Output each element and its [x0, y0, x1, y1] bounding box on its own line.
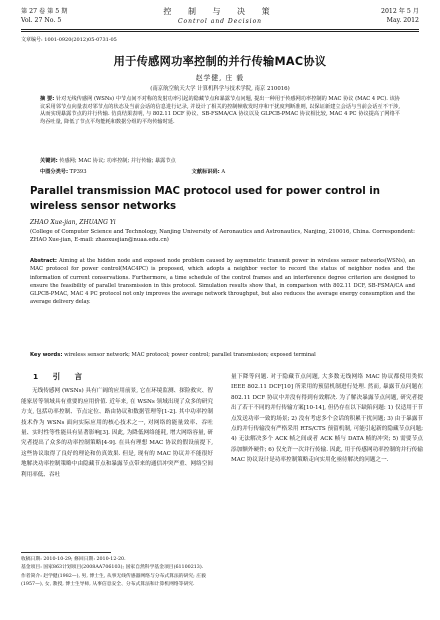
- doc-code-label: 文献标识码:: [191, 169, 220, 175]
- abstract-cn-label: 摘 要:: [40, 96, 55, 102]
- keywords-cn: [40, 158, 400, 166]
- journal-name-cn: 控 制 与 决 策: [163, 7, 277, 16]
- footnote-received: 收稿日期: 2010-10-29; 修回日期: 2010-12-20.: [21, 557, 126, 562]
- keywords-en: [30, 351, 415, 359]
- footnotes: [21, 556, 213, 590]
- abstract-cn: [40, 96, 400, 126]
- journal-name: [0, 6, 440, 25]
- title-en: Parallel transmission MAC protocol used for power control in wireless sensor networks: [30, 186, 381, 212]
- issue-date-en: May. 2012: [386, 16, 419, 24]
- header-rule: [21, 29, 419, 30]
- classification-row: [40, 168, 400, 175]
- body-right-column: [231, 372, 423, 466]
- abstract-en-label: Abstract:: [30, 258, 57, 264]
- header-rule-thin: [21, 31, 419, 32]
- issue-date-cn: 2012 年 5 月: [381, 8, 419, 15]
- journal-name-en: Control and Decision: [177, 18, 263, 25]
- clc-value: TP393: [69, 169, 87, 175]
- body-left-column: [21, 372, 213, 480]
- authors-en: ZHAO Xue-jian, ZHUANG Yi: [30, 219, 116, 226]
- affiliation-cn: (南京航空航天大学 计算机科学与技术学院, 南京 210016): [150, 86, 290, 92]
- abstract-cn-text: 针对无线传感网 (WSNs) 中节点间不对称的发射功率引起的隐藏节点和暴露节点问题, 提出一种用于传感网功率控制的 MAC 协议 (MAC 4 PC). 该协议采用邻节点向量表对邻节点的状态及当前会话的信息进行记录, 并设计了相关的控制帧收发时序和干扰度判断准则, 以保证新建立会话与当前会话互不干涉, 从而实现暴露节点的并行传输. 仿真结果表明, 与 802.11 DCF 协议、SB-FSMA/CA 协议以及 GLPCB-PMAC 协议相比较, MAC 4 PC 协议提高了网络平均吞吐量, 降低了节点平均能耗和数据分组的平均传输时延.: [40, 96, 400, 125]
- volume-cn: 第 27 卷 第 5 期: [21, 8, 68, 15]
- footnote-authors: 作者简介: 赵学健(1982—), 男, 博士生, 从事无线传感器网络与分布式算法的研究; 庄毅(1957—), 女, 教授, 博士生导师, 从事信息安全、分布式算法和计算机网络等研究.: [21, 573, 206, 588]
- doc-code-value: A: [221, 169, 226, 175]
- issue-date: [381, 8, 419, 25]
- keywords-en-label: Key words:: [30, 352, 63, 358]
- affiliation-en: (College of Computer Science and Technology, Nanjing University of Aeronautics and Astronautics, Nanjing, 210016, China. Correspondent: ZHAO Xue-jian, E-mail: zhaoxuejian@nuaa.edu.cn): [30, 229, 415, 243]
- keywords-cn-text: 传感网; MAC 协议; 功率控制; 并行传输; 暴露节点: [59, 158, 176, 164]
- footnote-rule: [21, 552, 111, 553]
- intro-paragraph-left: 无线传感网 (WSNs) 具有广阔的应用前景, 它在环境监测、探险救灾、智能家居等领域具有重要的应用价值. 近年来, 在 WSNs 领域出现了众多的研究方支, 包括功率控制、节点定位、路由协议和数据管理等[1-2]. 其中功率控制技术作为 WSNs 面向实际应用的核心技术之一, 对网络的能量效率、吞吐量、实时性等性能具有显著影响[3]. 因此, 为降低网络能耗, 增大网络容量, 研究者提出了众多的功率控制策略[4-9]. 在具有理想 MAC 协议的假设前提下, 这些协议取得了良好的理论和仿真效果. 但是, 现有的 MAC 协议并不能很好地解决功率控制策略中由隐藏节点和暴露节点带来的通信冲突严重、网络空间利用率低、吞吐: [21, 388, 213, 478]
- section-heading: 1 引 言: [33, 372, 89, 381]
- footnote-funding: 基金项目: 国家863计划项目(2008AA706103); 国家自然科学基金项目(61100213).: [21, 565, 204, 571]
- authors-cn: 赵学健, 庄 毅: [195, 74, 245, 82]
- clc-label: 中图分类号:: [40, 169, 69, 175]
- article-number: 文章编号: 1001-0920(2012)05-0731-05: [21, 37, 117, 43]
- abstract-en-text: Aiming at the hidden node and exposed node problem caused by asymmetric transmit power in wireless sensor networks(WSNs), an MAC protocol for power control(MAC4PC) is proposed, which adopts a neighbor vector to record the status of neighbor nodes and the information of current conservations. Furthermore, a time schedule of the control frames and an interference degree criterion are designed to ensure the feasibility of parallel transmission in this protocol. Simulation results show that, in comparison with 802.11 DCF, SB-FSMA/CA and GLPCB-PMAC, MAC 4 PC protocol not only improves the average network throughput, but also reduces the average energy consumption and the average delivery delay.: [30, 258, 416, 306]
- volume-en: Vol. 27 No. 5: [21, 16, 62, 24]
- keywords-en-text: wireless sensor network; MAC protocol; power control; parallel transmission; exposed terminal: [64, 352, 316, 358]
- title-cn: 用于传感网功率控制的并行传输MAC协议: [113, 55, 327, 68]
- keywords-cn-label: 关键词:: [40, 158, 58, 164]
- abstract-en: [30, 257, 415, 307]
- intro-paragraph-right: 量下降等问题. 对于隐藏节点问题, 大多数无线网络 MAC 协议都使用类似 IEEE 802.11 DCF[10] 所采用的预留机制进行处理. 然而, 暴露节点问题在 802.11 DCF 协议中并没有得到有效解决. 为了解决暴露节点问题, 研究者提出了若干不同的并行传输方案[10-14], 但仍存在以下缺陷问题: 1) 仅适用于节点发送功率一致的场景; 2) 没有考虑多个会话的积累干扰问题; 3) 由于暴露节点的并行传输没有严格采用 RTS/CTS 预留机制, 可能引起新的隐藏节点问题; 4) 无法解决多个 ACK 帧之间或者 ACK 帧与 DATA 帧的冲突; 5) 需要节点添加额外硬件; 6) 仅允许一次并行传输. 因此, 用于传感网功率控制的并行传输 MAC 协议设计是功率控制策略走向实用化亟待解决的问题之一.: [231, 374, 423, 464]
